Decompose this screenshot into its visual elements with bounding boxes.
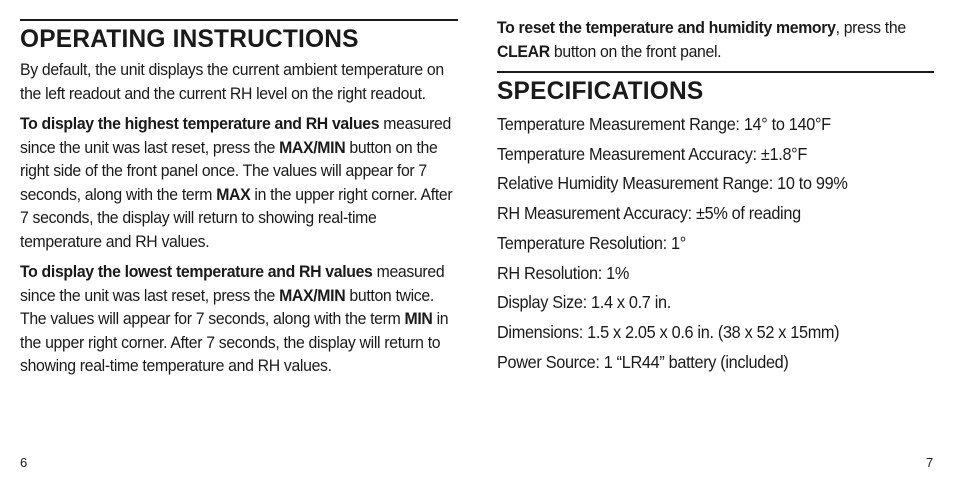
- left-page: [20, 0, 458, 385]
- intro-paragraph: By default, the unit displays the current ambient temperature on the left readout and the current RH level on the right readout.: [20, 60, 444, 103]
- lowest-values-lead: To display the lowest temperature and RH values: [20, 262, 373, 281]
- spec-item: Dimensions: 1.5 x 2.05 x 0.6 in. (38 x 52 x 15mm): [497, 321, 840, 342]
- operating-instructions-heading: OPERATING INSTRUCTIONS: [20, 25, 359, 53]
- right-page: [497, 0, 934, 377]
- highest-values-paragraph: [20, 112, 457, 253]
- spec-item: Display Size: 1.4 x 0.7 in.: [497, 292, 671, 313]
- lowest-values-paragraph: [20, 260, 457, 378]
- text-run: in the upper right corner. After 7 seconds, the display will return to showing real-time temperature and RH values.: [20, 184, 453, 251]
- min-term: MIN: [404, 309, 433, 328]
- page-number-left: 6: [20, 455, 28, 470]
- spec-item: RH Measurement Accuracy: ±5% of reading: [497, 203, 801, 224]
- heading-rule: [20, 19, 458, 21]
- heading-rule: [497, 71, 934, 73]
- max-min-term: MAX/MIN: [279, 285, 346, 305]
- spec-item: Temperature Measurement Accuracy: ±1.8°F: [497, 143, 807, 164]
- page-number-right: 7: [926, 455, 934, 470]
- max-term: MAX: [216, 184, 251, 204]
- clear-term: CLEAR: [497, 41, 550, 61]
- reset-lead: To reset the temperature and humidity memory: [497, 18, 836, 37]
- text-run: , press the: [835, 18, 906, 37]
- spec-item: Temperature Measurement Range: 14° to 140°F: [497, 114, 831, 134]
- text-run: measured since the unit was last reset, press the: [20, 114, 451, 157]
- max-min-term: MAX/MIN: [279, 137, 346, 157]
- spec-item: Temperature Resolution: 1°: [497, 232, 686, 253]
- spec-item: Power Source: 1 “LR44” battery (included): [497, 351, 789, 372]
- specifications-list: [497, 110, 934, 377]
- spec-item: Relative Humidity Measurement Range: 10 to 99%: [497, 173, 848, 194]
- specifications-heading: SPECIFICATIONS: [497, 77, 704, 105]
- text-run: button on the right side of the front panel once. The values will appear for 7 seconds, along with the term: [20, 137, 438, 204]
- text-run: button twice. The values will appear for 7 seconds, along with the term: [20, 285, 434, 328]
- reset-paragraph: [497, 16, 934, 63]
- text-run: measured since the unit was last reset, press the: [20, 262, 445, 305]
- text-run: button on the front panel.: [549, 41, 722, 61]
- highest-values-lead: To display the highest temperature and RH values: [20, 114, 380, 133]
- text-run: in the upper right corner. After 7 seconds, the display will return to showing real-time temperature and RH values.: [20, 309, 449, 375]
- spec-item: RH Resolution: 1%: [497, 262, 629, 283]
